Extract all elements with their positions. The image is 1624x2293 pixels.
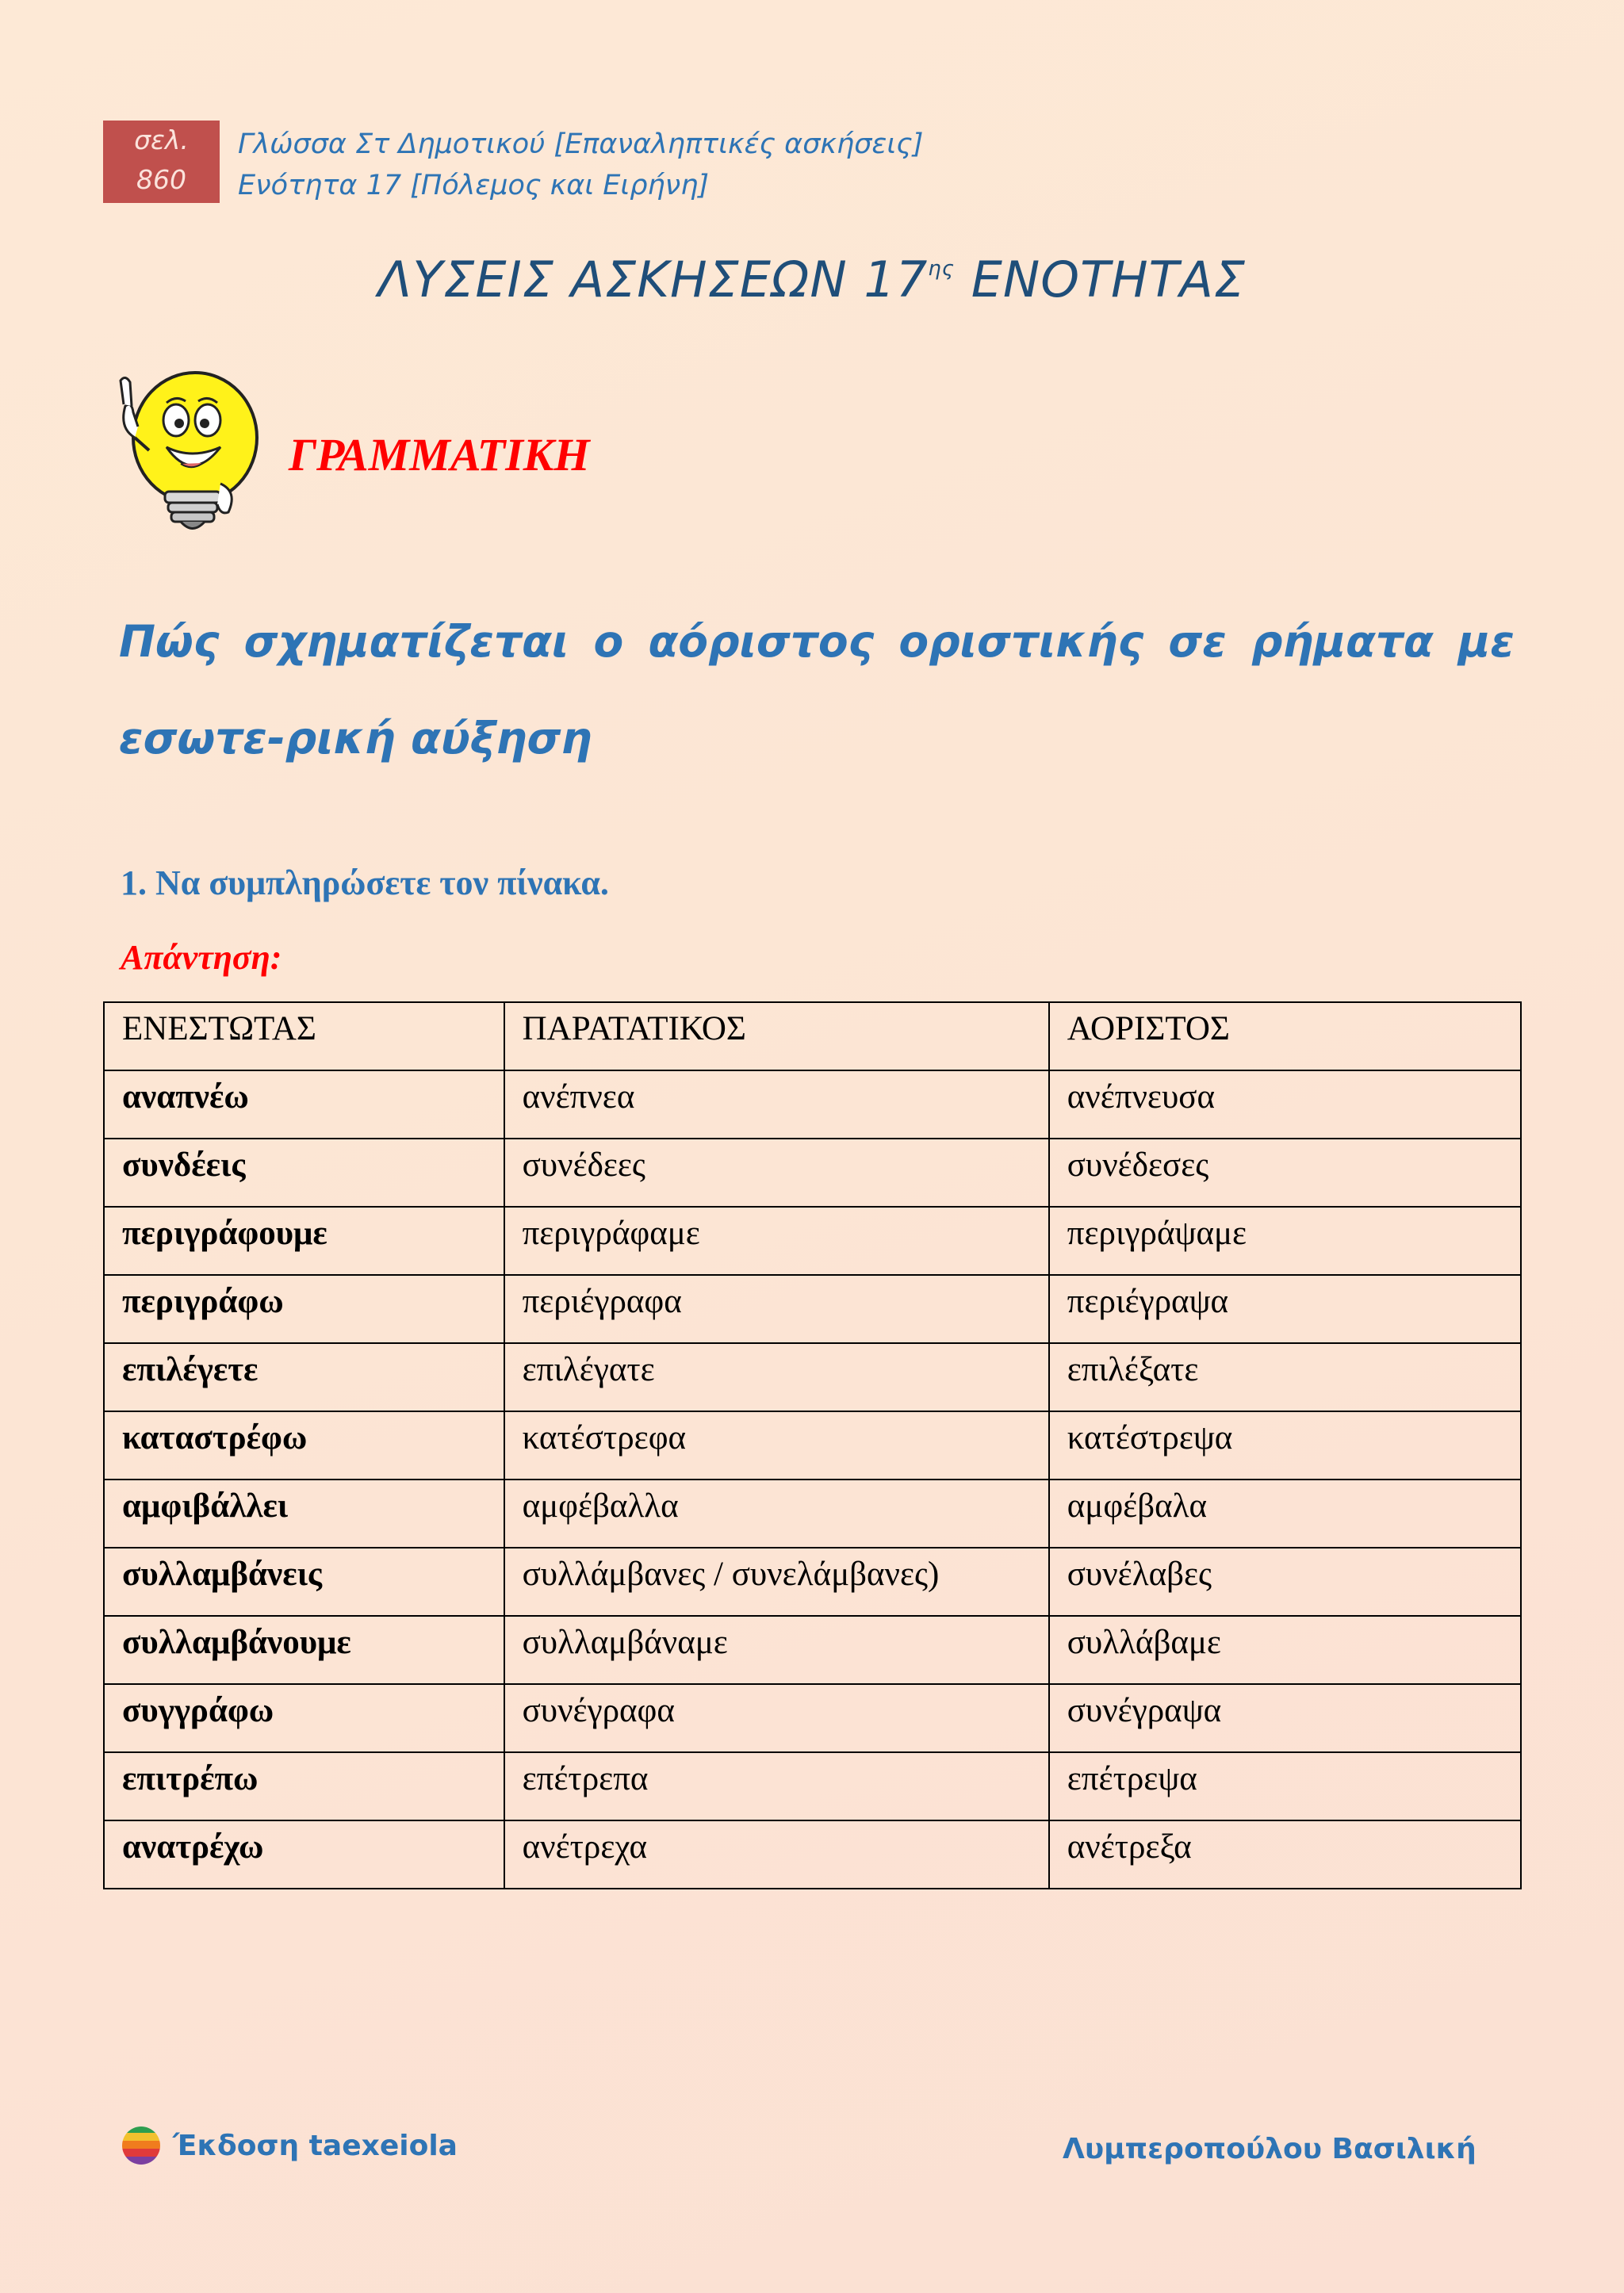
aorist-cell: αμφέβαλα bbox=[1049, 1480, 1521, 1548]
present-cell: περιγράφουμε bbox=[104, 1207, 504, 1275]
aorist-cell: συνέλαβες bbox=[1049, 1548, 1521, 1616]
imperfect-cell: περιγράφαμε bbox=[504, 1207, 1049, 1275]
header-aorist: ΑΟΡΙΣΤΟΣ bbox=[1049, 1002, 1521, 1070]
aorist-cell: επιλέξατε bbox=[1049, 1343, 1521, 1411]
present-cell: αμφιβάλλει bbox=[104, 1480, 504, 1548]
imperfect-cell: συλλάμβανες / συνελάμβανες) bbox=[504, 1548, 1049, 1616]
footer-author: Λυμπεροπούλου Βασιλική bbox=[1063, 2133, 1477, 2165]
aorist-cell: κατέστρεψα bbox=[1049, 1411, 1521, 1480]
table-row bbox=[104, 1616, 1521, 1684]
table-row bbox=[104, 1139, 1521, 1207]
page-title-main: ΛΥΣΕΙΣ ΑΣΚΗΣΕΩΝ 17 bbox=[377, 251, 929, 308]
table-row bbox=[104, 1411, 1521, 1480]
verb-tense-table bbox=[103, 1001, 1522, 1889]
imperfect-cell: κατέστρεφα bbox=[504, 1411, 1049, 1480]
header-imperfect: ΠΑΡΑΤΑΤΙΚΟΣ bbox=[504, 1002, 1049, 1070]
page-title-sup: ης bbox=[928, 257, 956, 281]
imperfect-cell: συνέδεες bbox=[504, 1139, 1049, 1207]
aorist-cell: επέτρεψα bbox=[1049, 1752, 1521, 1820]
header-present: ΕΝΕΣΤΩΤΑΣ bbox=[104, 1002, 504, 1070]
aorist-cell: συνέδεσες bbox=[1049, 1139, 1521, 1207]
header-unit: Ενότητα 17 [Πόλεμος και Ειρήνη] bbox=[238, 170, 710, 201]
answer-label: Απάντηση: bbox=[121, 938, 282, 977]
exercise-prompt: 1. Να συμπληρώσετε τον πίνακα. bbox=[121, 863, 609, 902]
table-row bbox=[104, 1207, 1521, 1275]
present-cell: συγγράφω bbox=[104, 1684, 504, 1752]
imperfect-cell: επέτρεπα bbox=[504, 1752, 1049, 1820]
present-cell: αναπνέω bbox=[104, 1070, 504, 1139]
imperfect-cell: αμφέβαλλα bbox=[504, 1480, 1049, 1548]
imperfect-cell: ανέτρεχα bbox=[504, 1820, 1049, 1889]
footer-publisher-text: Έκδοση taexeiola bbox=[173, 2129, 458, 2162]
imperfect-cell: συνέγραφα bbox=[504, 1684, 1049, 1752]
footer-publisher bbox=[121, 2125, 458, 2166]
page-title-after: ΕΝΟΤΗΤΑΣ bbox=[955, 251, 1247, 308]
present-cell: περιγράφω bbox=[104, 1275, 504, 1343]
present-cell: επιτρέπω bbox=[104, 1752, 504, 1820]
page-title bbox=[0, 251, 1624, 308]
aorist-cell: ανέτρεξα bbox=[1049, 1820, 1521, 1889]
taexeiola-logo-icon bbox=[121, 2125, 162, 2166]
aorist-cell: περιέγραψα bbox=[1049, 1275, 1521, 1343]
imperfect-cell: ανέπνεα bbox=[504, 1070, 1049, 1139]
table-row bbox=[104, 1480, 1521, 1548]
table-header-row bbox=[104, 1002, 1521, 1070]
aorist-cell: περιγράψαμε bbox=[1049, 1207, 1521, 1275]
header-subject: Γλώσσα Στ Δημοτικού [Επαναληπτικές ασκήσεις] bbox=[238, 128, 924, 160]
table-row bbox=[104, 1548, 1521, 1616]
present-cell: επιλέγετε bbox=[104, 1343, 504, 1411]
table-row bbox=[104, 1275, 1521, 1343]
aorist-cell: ανέπνευσα bbox=[1049, 1070, 1521, 1139]
present-cell: συλλαμβάνουμε bbox=[104, 1616, 504, 1684]
page-number-badge bbox=[103, 121, 220, 203]
imperfect-cell: επιλέγατε bbox=[504, 1343, 1049, 1411]
table-row bbox=[104, 1684, 1521, 1752]
present-cell: συνδέεις bbox=[104, 1139, 504, 1207]
lesson-title: Πώς σχηματίζεται ο αόριστος οριστικής σε ρήματα με εσωτε-ρική αύξηση bbox=[119, 616, 1515, 764]
table-row bbox=[104, 1820, 1521, 1889]
aorist-cell: συλλάβαμε bbox=[1049, 1616, 1521, 1684]
aorist-cell: συνέγραψα bbox=[1049, 1684, 1521, 1752]
table-row bbox=[104, 1752, 1521, 1820]
table-row bbox=[104, 1343, 1521, 1411]
page-number: 860 bbox=[136, 164, 186, 195]
present-cell: ανατρέχω bbox=[104, 1820, 504, 1889]
section-heading: ΓΡΑΜΜΑΤΙΚΗ bbox=[289, 429, 590, 480]
table-row bbox=[104, 1070, 1521, 1139]
page-label: σελ. bbox=[134, 124, 189, 155]
present-cell: συλλαμβάνεις bbox=[104, 1548, 504, 1616]
imperfect-cell: συλλαμβάναμε bbox=[504, 1616, 1049, 1684]
present-cell: καταστρέφω bbox=[104, 1411, 504, 1480]
lightbulb-mascot-icon bbox=[102, 365, 268, 551]
imperfect-cell: περιέγραφα bbox=[504, 1275, 1049, 1343]
running-header bbox=[238, 124, 923, 206]
